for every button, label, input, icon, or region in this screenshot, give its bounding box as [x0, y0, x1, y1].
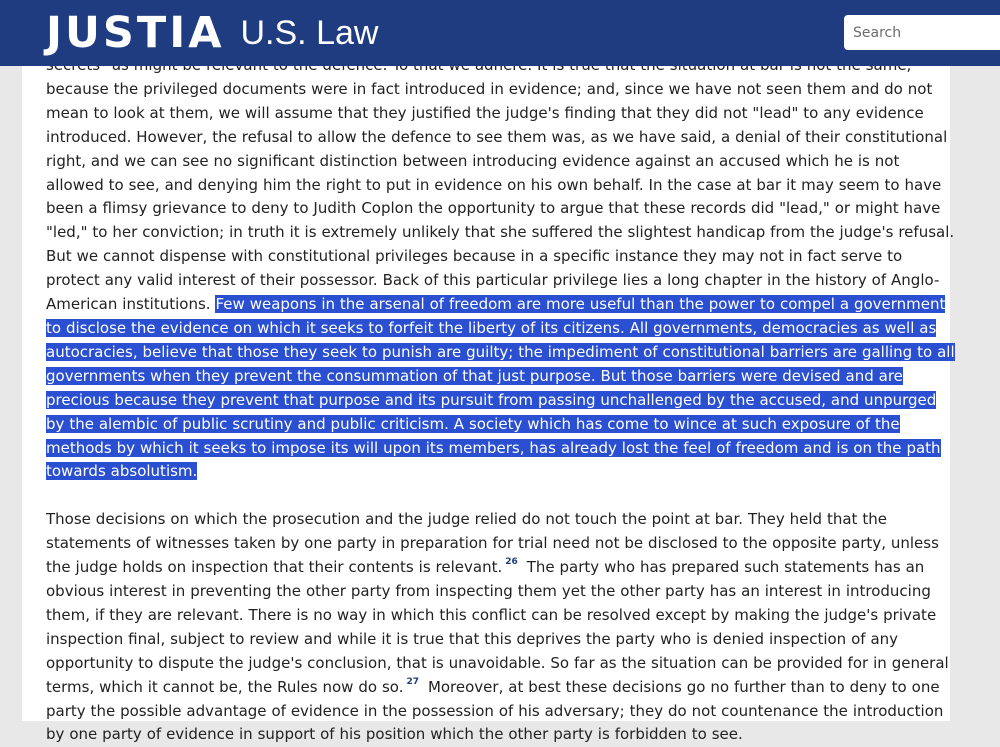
paragraph-text: Those decisions on which the prosecution and the judge relied do not touch the point at bar. They held that the statements of witnesses taken by one party in preparation for trial need not be disclosed to the opposite party, unless the judge holds on inspection that their contents is relevant. — [46, 510, 939, 577]
search-input[interactable] — [844, 15, 1000, 50]
opinion-text — [46, 54, 956, 747]
paragraph-text: The party who has prepared such statements has an obvious interest in preventing the other party from inspecting them yet the other party has an interest in introducing them, if they are relevant. There is no way in which this conflict can be resolved except by making the judge's private inspection final, subject to review and while it is true that this deprives the party who is denied inspection of any opportunity to dispute the judge's conclusion, that is unavoidable. So far as the situation can be provided for in general terms, which it cannot be, the Rules now do so. — [46, 558, 949, 696]
paragraph-text: Moreover, at best these decisions go no further than to deny to one party the possible advantage of evidence in the possession of his adversary; they do not countenance the introduction by one party of evidence in support of his position which the other party is forbidden to see. — [46, 677, 944, 744]
selected-text: Few weapons in the arsenal of freedom are more useful than the power to compel a government to disclose the evidence on which it seeks to forfeit the liberty of its citizens. All governments, democracies as well as autocracies, believe that those they seek to punish are guilty; the impediment of constitutional barriers are galling to all governments when they prevent the consummation of that just purpose. But those barriers were devised and are precious because they prevent that purpose and its pursuit from passing unchallenged by the accused, and unpurged by the alembic of public scrutiny and public criticism. A society which has come to wince at such exposure of the methods by which it seeks to impose its will upon its members, has already lost the feel of freedom and is on the path towards absolutism. — [46, 295, 955, 481]
logo-section-label: U.S. Law — [240, 13, 379, 52]
article-content — [22, 0, 955, 744]
logo-wordmark: JUSTIA — [46, 8, 225, 58]
footnote-link[interactable]: 27 — [406, 676, 420, 687]
paragraph — [46, 54, 956, 484]
footnote-link[interactable]: 26 — [505, 557, 518, 568]
paragraph-text: because the privileged documents were in fact introduced in evidence; and, since we have not seen them and do not mean to look at them, we will assume that they justified the judge's finding that they did not "lead" to any evidence introduced. However, the refusal to allow the defence to see them was, as we have said, a denial of their constitutional right, and we can see no significant distinction between introducing evidence against an accused which he is not allowed to see, and denying him the right to put in evidence on his own behalf. In the case at bar it may seem to have been a flimsy grievance to deny to Judith Coplon the opportunity to argue that these records did "lead," or might have "led," to her conviction; in truth it is extremely unlikely that she suffered the slightest handicap from the judge's refusal. But we cannot dispense with constitutional privileges because in a specific instance they may not in fact serve to protect any valid interest of their possessor. Back of this particular privilege lies a long chapter in the history of Anglo-American institutions. — [46, 79, 955, 314]
justia-logo[interactable] — [46, 8, 378, 58]
paragraph — [46, 508, 956, 747]
site-header — [0, 0, 1000, 66]
